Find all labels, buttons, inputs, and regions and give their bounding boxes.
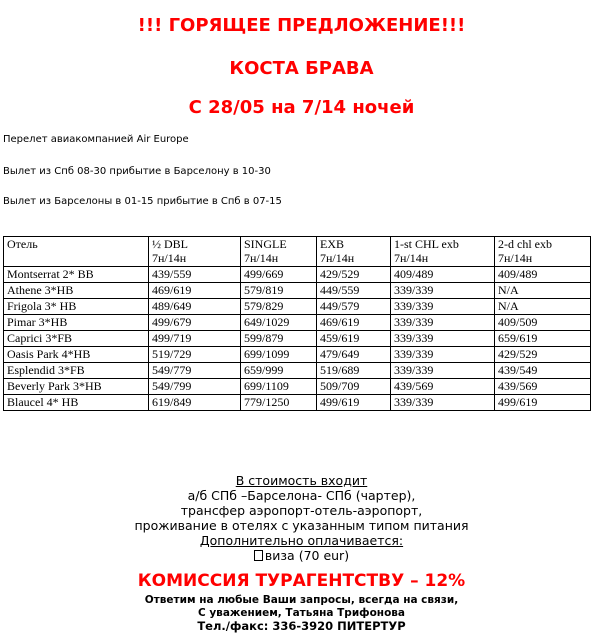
table-cell: 479/649	[317, 347, 391, 363]
table-cell: 549/799	[149, 379, 241, 395]
table-cell: Pimar 3*HB	[4, 315, 149, 331]
signature-line: Ответим на любые Ваши запросы, всегда на связи,	[144, 594, 459, 606]
table-cell: 499/619	[317, 395, 391, 411]
table-cell: 449/579	[317, 299, 391, 315]
table-cell: 469/619	[317, 315, 391, 331]
table-cell: 499/669	[241, 267, 317, 283]
table-cell: 659/619	[495, 331, 591, 347]
table-row	[4, 267, 591, 283]
return-info: Вылет из Барселоны в 01-15 прибытие в Спб в 07-15	[3, 196, 282, 207]
header-cell-single: SINGLE 7н/14н	[241, 237, 317, 267]
table-cell: 779/1250	[241, 395, 317, 411]
header-cell-chl2: 2-d chl exb 7н/14н	[495, 237, 591, 267]
table-cell: 699/1109	[241, 379, 317, 395]
table-cell: 519/729	[149, 347, 241, 363]
table-cell: 339/339	[391, 315, 495, 331]
table-cell: 339/339	[391, 331, 495, 347]
table-cell: Beverly Park 3*HB	[4, 379, 149, 395]
table-cell: 549/779	[149, 363, 241, 379]
included-item: проживание в отелях с указанным типом питания	[134, 518, 469, 533]
signature-line: С уважением, Татьяна Трифонова	[197, 607, 406, 619]
table-row	[4, 331, 591, 347]
signature-block	[0, 594, 603, 633]
table-cell: 599/879	[241, 331, 317, 347]
table-cell: Oasis Park 4*HB	[4, 347, 149, 363]
table-cell: 649/1029	[241, 315, 317, 331]
table-cell: 409/489	[495, 267, 591, 283]
table-cell: 459/619	[317, 331, 391, 347]
included-item: трансфер аэропорт-отель-аэропорт,	[180, 503, 423, 518]
price-table	[3, 236, 591, 411]
table-cell: Blaucel 4* HB	[4, 395, 149, 411]
table-cell: 439/569	[495, 379, 591, 395]
table-row	[4, 395, 591, 411]
table-cell: 439/549	[495, 363, 591, 379]
included-item: а/б СПб –Барселона- СПб (чартер),	[187, 488, 416, 503]
included-section	[0, 473, 603, 563]
table-cell: 339/339	[391, 299, 495, 315]
table-cell: 449/559	[317, 283, 391, 299]
included-title: В стоимость входит	[235, 473, 368, 488]
table-row	[4, 315, 591, 331]
commission-banner: КОМИССИЯ ТУРАГЕНТСТВУ – 12%	[137, 571, 466, 591]
header-cell-dbl: ½ DBL 7н/14н	[149, 237, 241, 267]
table-cell: 469/619	[149, 283, 241, 299]
header-cell-hotel: Отель	[4, 237, 149, 267]
table-cell: 339/339	[391, 395, 495, 411]
checkbox-icon	[254, 550, 263, 561]
table-row	[4, 283, 591, 299]
table-cell: Montserrat 2* BB	[4, 267, 149, 283]
table-cell: 429/529	[495, 347, 591, 363]
table-cell: 499/679	[149, 315, 241, 331]
airline-info: Перелет авиакомпанией Air Europe	[3, 134, 189, 145]
table-header-row	[4, 237, 591, 267]
table-cell: 439/569	[391, 379, 495, 395]
table-cell: N/A	[495, 299, 591, 315]
table-cell: 519/689	[317, 363, 391, 379]
contact-line: Тел./факс: 336-3920 ПИТЕРТУР	[197, 619, 406, 633]
table-cell: 579/819	[241, 283, 317, 299]
extra-item	[0, 548, 603, 563]
extra-title: Дополнительно оплачивается:	[199, 533, 404, 548]
table-row	[4, 363, 591, 379]
table-cell: 699/1099	[241, 347, 317, 363]
table-cell: 339/339	[391, 283, 495, 299]
extra-item-label: виза (70 eur)	[264, 548, 350, 563]
table-cell: 659/999	[241, 363, 317, 379]
header-cell-chl1: 1-st CHL exb 7н/14н	[391, 237, 495, 267]
departure-info: Вылет из Спб 08-30 прибытие в Барселону в 10-30	[3, 166, 271, 177]
header-cell-exb: EXB 7н/14н	[317, 237, 391, 267]
table-cell: 499/619	[495, 395, 591, 411]
table-cell: Frigola 3* HB	[4, 299, 149, 315]
destination-title: КОСТА БРАВА	[229, 58, 374, 79]
table-cell: 489/649	[149, 299, 241, 315]
offer-headline: !!! ГОРЯЩЕЕ ПРЕДЛОЖЕНИЕ!!!	[137, 15, 466, 36]
table-cell: 439/559	[149, 267, 241, 283]
table-cell: 409/509	[495, 315, 591, 331]
table-cell: 429/529	[317, 267, 391, 283]
table-cell: 579/829	[241, 299, 317, 315]
table-cell: 509/709	[317, 379, 391, 395]
dates-title: С 28/05 на 7/14 ночей	[188, 97, 415, 118]
table-cell: Caprici 3*FB	[4, 331, 149, 347]
table-cell: 339/339	[391, 363, 495, 379]
table-cell: 499/719	[149, 331, 241, 347]
table-row	[4, 299, 591, 315]
table-cell: 409/489	[391, 267, 495, 283]
table-cell: 619/849	[149, 395, 241, 411]
table-cell: N/A	[495, 283, 591, 299]
table-cell: 339/339	[391, 347, 495, 363]
table-row	[4, 379, 591, 395]
table-cell: Athene 3*HB	[4, 283, 149, 299]
table-cell: Esplendid 3*FB	[4, 363, 149, 379]
table-row	[4, 347, 591, 363]
